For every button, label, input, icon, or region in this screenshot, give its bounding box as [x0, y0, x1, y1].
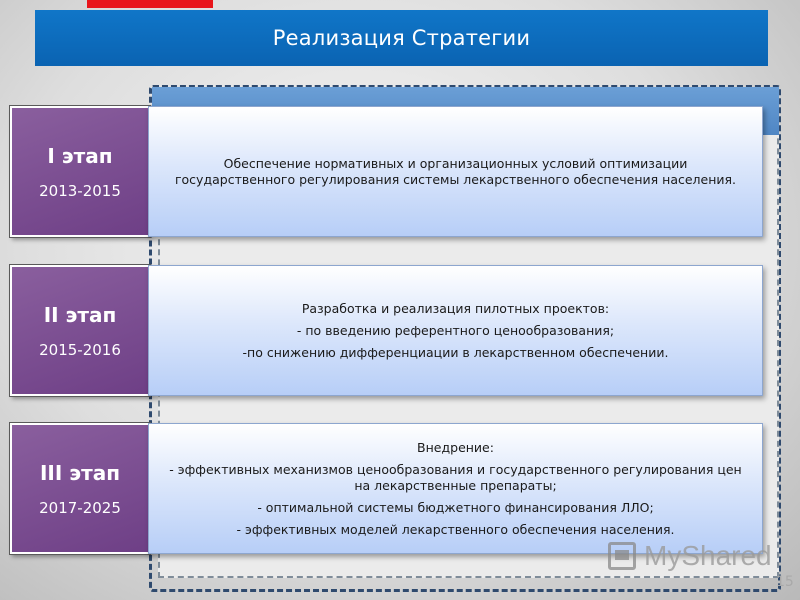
stage-name: II этап	[43, 302, 117, 327]
stage-years: 2013-2015	[39, 181, 121, 200]
page-number: 15	[776, 574, 794, 590]
slide-title	[35, 10, 768, 66]
stage-box-3	[10, 423, 150, 554]
slide-title-text: Реализация Стратегии	[272, 26, 531, 50]
stage-name: III этап	[39, 460, 121, 485]
stage-description-2	[148, 265, 763, 396]
watermark	[608, 538, 772, 574]
description-line: -по снижению дифференциации в лекарственном обеспечении.	[242, 344, 669, 360]
stage-description-1	[148, 106, 763, 237]
description-line: - оптимальной системы бюджетного финансирования ЛЛО;	[257, 499, 654, 515]
stage-description-3	[148, 423, 763, 554]
presentation-screen-icon	[608, 542, 636, 570]
red-accent-tab	[87, 0, 213, 8]
stage-box-2	[10, 265, 150, 396]
stage-box-1	[10, 106, 150, 237]
description-line: - эффективных механизмов ценообразования и государственного регулирования цен на лекарственные препараты;	[169, 461, 742, 493]
stage-years: 2017-2025	[39, 498, 121, 517]
stage-years: 2015-2016	[39, 340, 121, 359]
watermark-text: MyShared	[644, 540, 772, 571]
stage-name: I этап	[47, 143, 113, 168]
description-line: Обеспечение нормативных и организационных условий оптимизации государственного регулирования системы лекарственного обеспечения населения.	[174, 155, 737, 187]
description-line: Разработка и реализация пилотных проектов:	[301, 300, 610, 316]
description-line: - по введению референтного ценообразования;	[296, 322, 615, 338]
description-line: Внедрение:	[417, 439, 494, 455]
description-line: - эффективных моделей лекарственного обеспечения населения.	[236, 521, 675, 537]
